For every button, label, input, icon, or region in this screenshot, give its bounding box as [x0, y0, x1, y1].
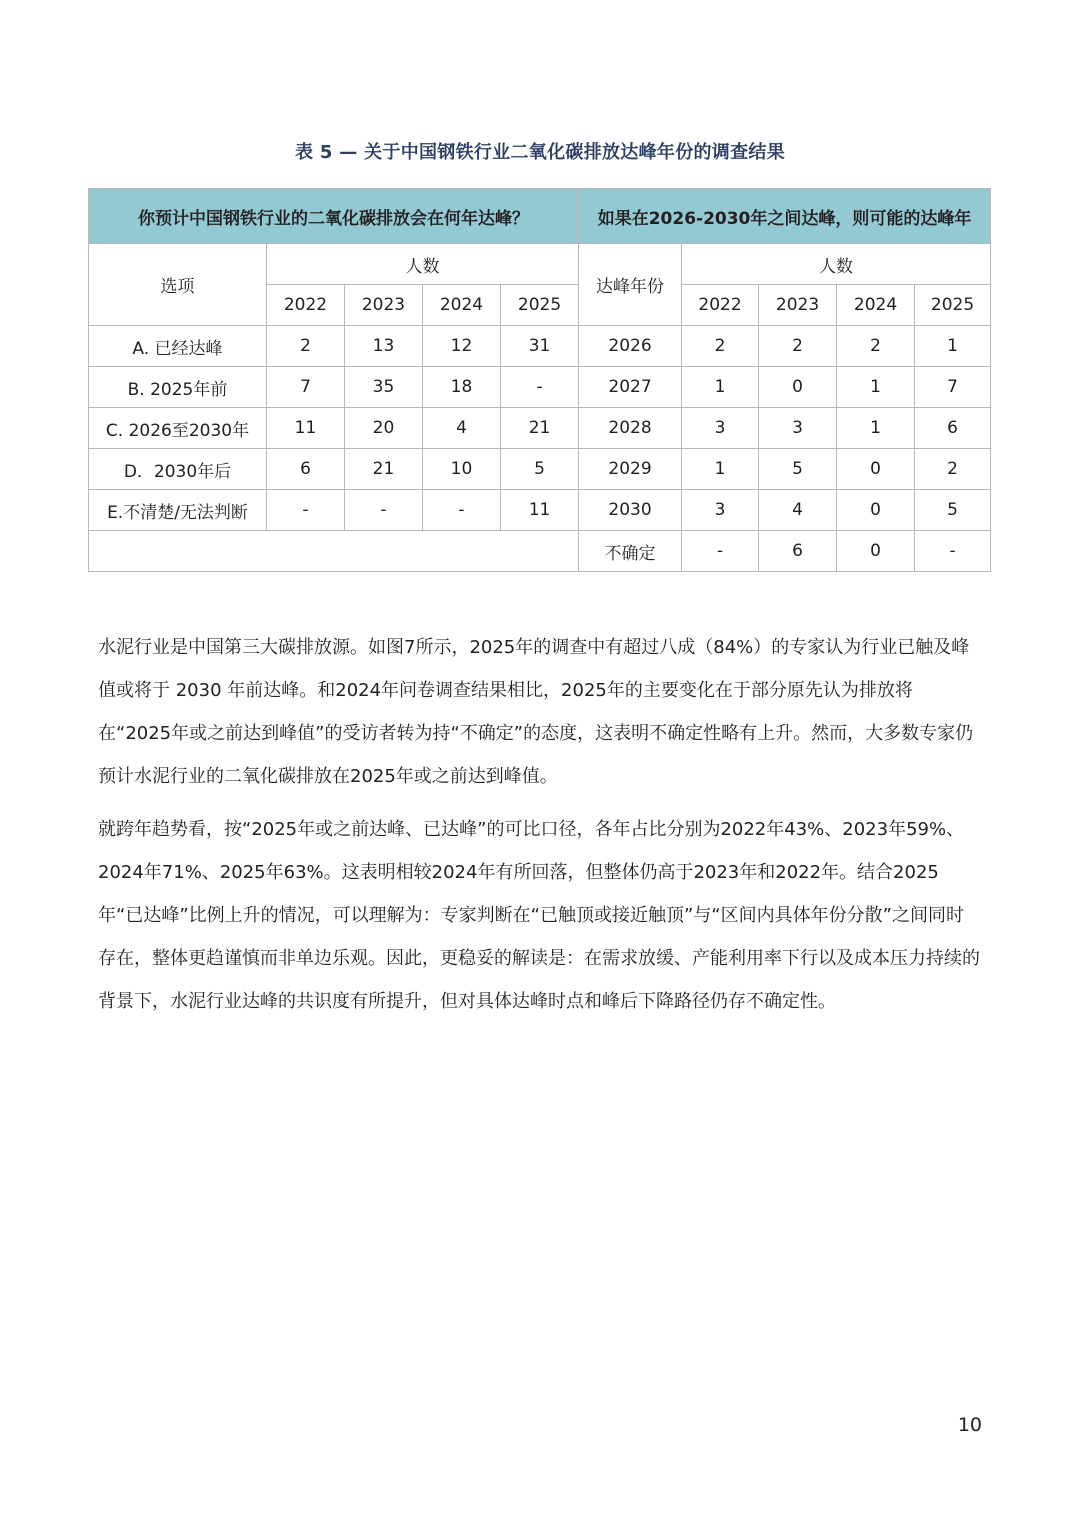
- count-cell: 7: [915, 367, 991, 408]
- table-row: [89, 326, 991, 367]
- count-cell: 3: [682, 490, 759, 531]
- count-cell: -: [345, 490, 423, 531]
- count-cell: 2: [759, 326, 837, 367]
- count-cell: 13: [345, 326, 423, 367]
- count-cell: 0: [837, 449, 915, 490]
- count-cell: 21: [345, 449, 423, 490]
- count-cell: 6: [759, 531, 837, 572]
- left-year-header: 2024: [423, 285, 501, 326]
- count-cell: 3: [682, 408, 759, 449]
- body-text: [98, 626, 980, 1023]
- option-cell: E.不清楚/无法判断: [89, 490, 267, 531]
- count-cell: 0: [837, 490, 915, 531]
- count-cell: 5: [759, 449, 837, 490]
- count-cell: -: [682, 531, 759, 572]
- count-cell: 5: [501, 449, 579, 490]
- right-year-header: 2025: [915, 285, 991, 326]
- peak-year-cell: 2027: [579, 367, 682, 408]
- count-cell: 20: [345, 408, 423, 449]
- option-cell: A. 已经达峰: [89, 326, 267, 367]
- page-number: 10: [957, 1414, 982, 1436]
- left-count-header: 人数: [267, 244, 579, 285]
- count-cell: 1: [915, 326, 991, 367]
- option-cell: D．2030年后: [89, 449, 267, 490]
- count-cell: -: [915, 531, 991, 572]
- right-year-header: 2024: [837, 285, 915, 326]
- count-cell: 2: [682, 326, 759, 367]
- count-cell: 7: [267, 367, 345, 408]
- count-cell: 1: [682, 367, 759, 408]
- peak-year-cell: 2026: [579, 326, 682, 367]
- table-row: [89, 408, 991, 449]
- right-count-header: 人数: [682, 244, 991, 285]
- count-cell: 11: [267, 408, 345, 449]
- option-cell: B. 2025年前: [89, 367, 267, 408]
- count-cell: 5: [915, 490, 991, 531]
- table-row: [89, 531, 991, 572]
- table-row: [89, 449, 991, 490]
- peak-year-cell: 不确定: [579, 531, 682, 572]
- count-cell: 12: [423, 326, 501, 367]
- table-row: [89, 367, 991, 408]
- count-cell: -: [423, 490, 501, 531]
- count-cell: 4: [759, 490, 837, 531]
- count-cell: 21: [501, 408, 579, 449]
- peak-year-cell: 2028: [579, 408, 682, 449]
- count-cell: 4: [423, 408, 501, 449]
- peak-year-cell: 2030: [579, 490, 682, 531]
- left-section-header: 你预计中国钢铁行业的二氧化碳排放会在何年达峰？: [89, 189, 579, 244]
- count-cell: 2: [915, 449, 991, 490]
- count-cell: 6: [267, 449, 345, 490]
- count-cell: -: [501, 367, 579, 408]
- left-year-header: 2022: [267, 285, 345, 326]
- right-year-header: 2023: [759, 285, 837, 326]
- right-year-header: 2022: [682, 285, 759, 326]
- count-cell: 2: [267, 326, 345, 367]
- left-year-header: 2025: [501, 285, 579, 326]
- count-cell: 10: [423, 449, 501, 490]
- count-cell: 0: [759, 367, 837, 408]
- count-cell: 2: [837, 326, 915, 367]
- count-cell: -: [267, 490, 345, 531]
- table-row: [89, 490, 991, 531]
- empty-cell: [89, 531, 579, 572]
- option-column-header: 选项: [89, 244, 267, 326]
- peak-year-cell: 2029: [579, 449, 682, 490]
- count-cell: 31: [501, 326, 579, 367]
- count-cell: 1: [837, 408, 915, 449]
- count-cell: 0: [837, 531, 915, 572]
- peak-year-column-header: 达峰年份: [579, 244, 682, 326]
- paragraph: 水泥行业是中国第三大碳排放源。如图7所示，2025年的调查中有超过八成（84%）的专家认为行业已触及峰值或将于 2030 年前达峰。和2024年问卷调查结果相比，2025年的主要变化在于部分原先认为排放将在“2025年或之前达到峰值”的受访者转为持“不确定”的态度，这表明不确定性略有上升。然而，大多数专家仍预计水泥行业的二氧化碳排放在2025年或之前达到峰值。: [98, 637, 974, 787]
- left-year-header: 2023: [345, 285, 423, 326]
- count-cell: 11: [501, 490, 579, 531]
- right-section-header: 如果在2026-2030年之间达峰，则可能的达峰年: [579, 189, 991, 244]
- count-cell: 3: [759, 408, 837, 449]
- count-cell: 35: [345, 367, 423, 408]
- option-cell: C. 2026至2030年: [89, 408, 267, 449]
- paragraph: 就跨年趋势看，按“2025年或之前达峰、已达峰”的可比口径，各年占比分别为2022年43%、2023年59%、2024年71%、2025年63%。这表明相较2024年有所回落，但整体仍高于2023年和2022年。结合2025年“已达峰”比例上升的情况，可以理解为：专家判断在“已触顶或接近触顶”与“区间内具体年份分散”之间同时存在，整体更趋谨慎而非单边乐观。因此，更稳妥的解读是：在需求放缓、产能利用率下行以及成本压力持续的背景下，水泥行业达峰的共识度有所提升，但对具体达峰时点和峰后下降路径仍存不确定性。: [98, 819, 980, 1012]
- count-cell: 6: [915, 408, 991, 449]
- table-caption: 表 5 — 关于中国钢铁行业二氧化碳排放达峰年份的调查结果: [294, 142, 786, 163]
- count-cell: 18: [423, 367, 501, 408]
- survey-table: [88, 188, 991, 572]
- count-cell: 1: [837, 367, 915, 408]
- count-cell: 1: [682, 449, 759, 490]
